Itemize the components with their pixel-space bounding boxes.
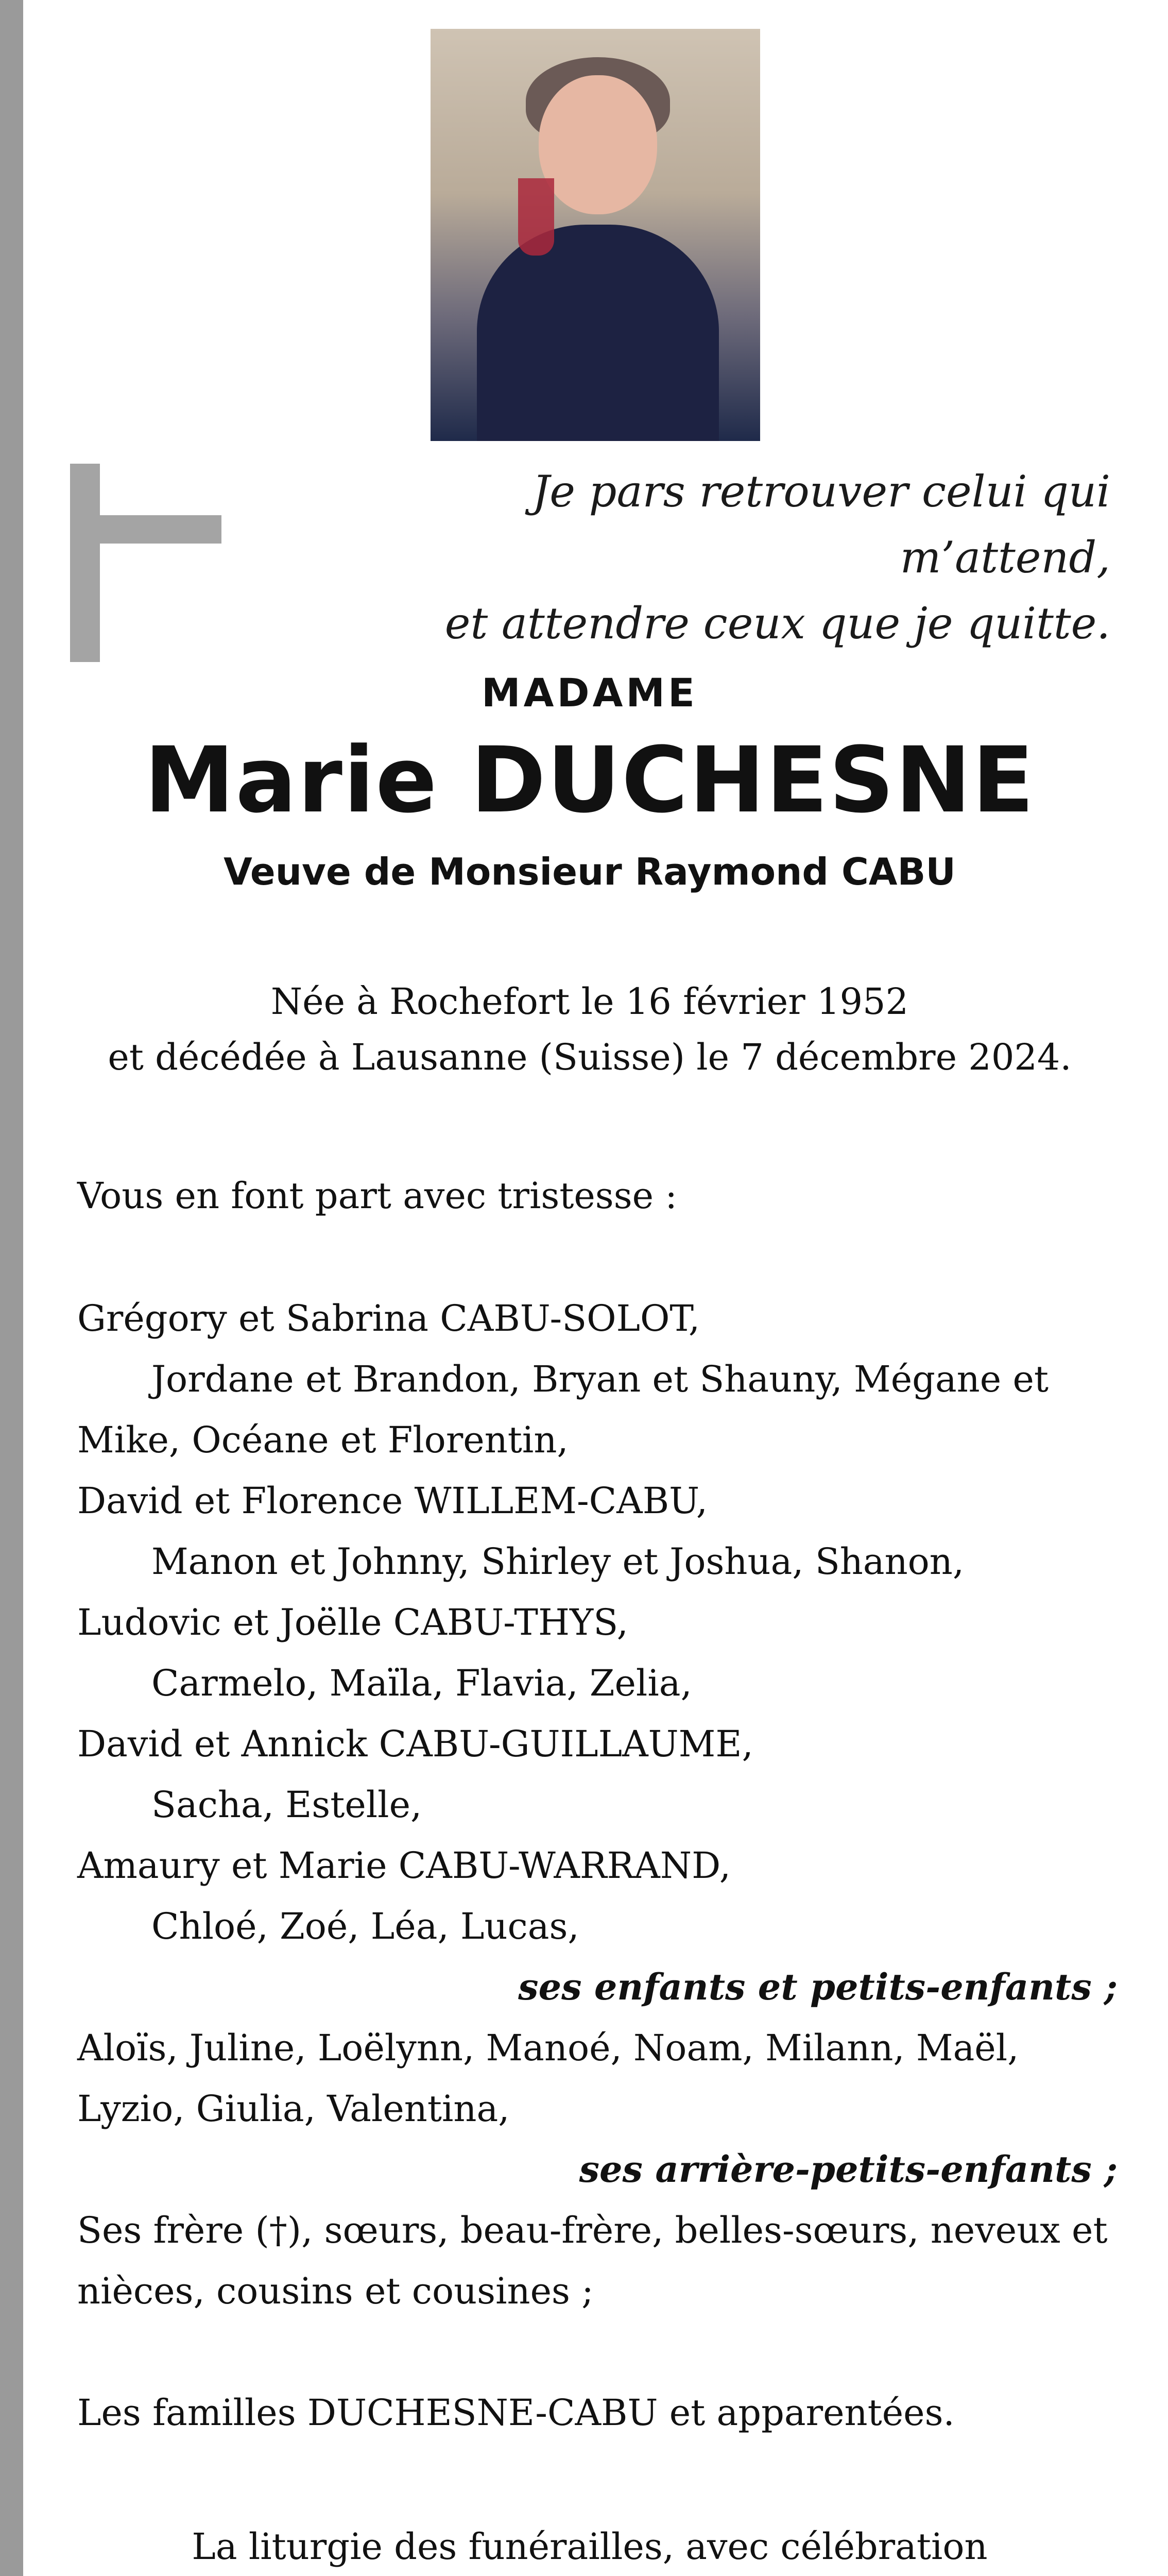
left-side-bar: [0, 0, 23, 2576]
portrait-photo: [431, 29, 760, 441]
funeral-details: [77, 2519, 1102, 2576]
family-line: Manon et Johnny, Shirley et Joshua, Shanon,: [151, 1540, 965, 1583]
family-line: Mike, Océane et Florentin,: [77, 1419, 569, 1461]
family-line: nièces, cousins et cousines ;: [77, 2270, 594, 2312]
quote-line: Je pars retrouver celui qui m’attend,: [532, 466, 1110, 583]
family-line: Ludovic et Joëlle CABU-THYS,: [77, 1601, 628, 1643]
family-list: [77, 1288, 1118, 2443]
photo-wine-glass: [518, 178, 554, 256]
cross-vertical: [70, 464, 100, 662]
family-line: Lyzio, Giulia, Valentina,: [77, 2088, 510, 2130]
funeral-line: La liturgie des funérailles, avec célébration: [192, 2526, 988, 2568]
epitaph-quote: [338, 459, 1110, 656]
family-role: ses arrière-petits-enfants ;: [579, 2148, 1118, 2191]
quote-line: et attendre ceux que je quitte.: [444, 598, 1110, 649]
deceased-name: Marie DUCHESNE: [144, 727, 1035, 833]
title-madame: MADAME: [482, 670, 698, 716]
death-line: et décédée à Lausanne (Suisse) le 7 décembre 2024.: [108, 1036, 1072, 1078]
family-line: Carmelo, Maïla, Flavia, Zelia,: [151, 1662, 692, 1704]
widow-line: Veuve de Monsieur Raymond CABU: [224, 850, 956, 893]
announcement-intro: Vous en font part avec tristesse :: [77, 1175, 677, 1217]
cross-horizontal: [77, 515, 221, 544]
family-line: Les familles DUCHESNE-CABU et apparentées.: [77, 2392, 955, 2434]
photo-face: [539, 75, 657, 214]
family-line: Grégory et Sabrina CABU-SOLOT,: [77, 1297, 700, 1340]
family-line: Amaury et Marie CABU-WARRAND,: [77, 1844, 731, 1887]
family-line: Sacha, Estelle,: [151, 1784, 422, 1826]
funeral-line: [77, 2574, 1102, 2576]
family-line: Aloïs, Juline, Loëlynn, Manoé, Noam, Milann, Maël,: [77, 2027, 1019, 2069]
family-line: Ses frère (†), sœurs, beau-frère, belles-sœurs, neveux et: [77, 2209, 1108, 2251]
family-line: Chloé, Zoé, Léa, Lucas,: [151, 1905, 579, 1947]
family-role: ses enfants et petits-enfants ;: [518, 1965, 1118, 2008]
spacer: [77, 2321, 1118, 2382]
life-dates: [77, 974, 1102, 1085]
birth-line: Née à Rochefort le 16 février 1952: [270, 980, 909, 1023]
family-line: Jordane et Brandon, Bryan et Shauny, Mégane et: [151, 1358, 1049, 1400]
photo-body: [477, 225, 719, 441]
family-line: David et Annick CABU-GUILLAUME,: [77, 1723, 753, 1765]
family-line: David et Florence WILLEM-CABU,: [77, 1480, 708, 1522]
